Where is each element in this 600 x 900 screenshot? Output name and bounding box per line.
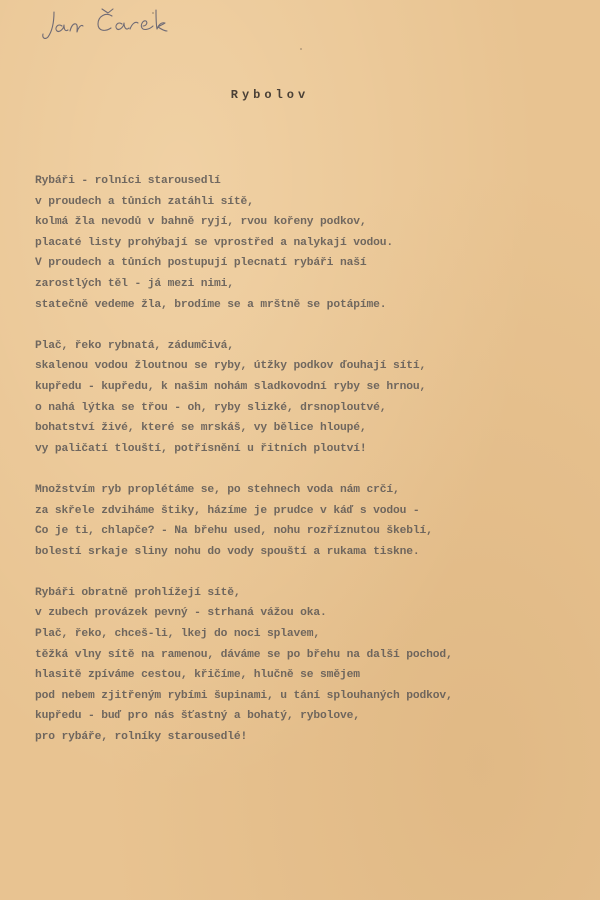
stanza-1 [35,171,590,315]
poem-line: bolestí srkaje sliny nohu do vody spouští a rukama tiskne. [35,545,420,558]
poem-line: Rybáři obratně prohlížejí sítě, [35,586,241,599]
poem-title: Rybolov [230,88,310,102]
poem-line: Plač, řeko rybnatá, zádumčivá, [35,339,234,352]
handwritten-signature [40,4,170,44]
poem-line: kolmá žla nevodů v bahně ryjí, rvou kořeny podkov, [35,216,367,229]
poem-line: statečně vedeme žla, brodíme se a mrštně se potápíme. [35,298,387,311]
stanza-2 [35,336,590,460]
poem-body [35,171,590,768]
poem-line: vy paličatí tlouští, potřísnění u řitních ploutví! [35,442,367,455]
poem-line: pod nebem zjitřeným rybími šupinami, u tání splouhaných podkov, [35,689,453,702]
poem-line: kupředu - buď pro nás šťastný a bohatý, rybolove, [35,710,360,723]
poem-line: v proudech a tůních zatáhli sítě, [35,195,254,208]
poem-line: skalenou vodou žloutnou se ryby, útžky podkov ďouhají sítí, [35,360,427,373]
paper-speck [300,48,302,50]
poem-line: placaté listy prohýbají se vprostřed a nalykají vodou. [35,236,393,249]
stanza-3 [35,480,590,562]
poem-line: kupředu - kupředu, k našim nohám sladkovodní ryby se hrnou, [35,380,427,393]
paper-speck [152,12,154,14]
poem-line: pro rybáře, rolníky starousedlé! [35,731,248,744]
poem-line: V proudech a tůních postupují plecnatí rybáři naší [35,257,367,270]
poem-line: v zubech provázek pevný - strhaná vážou oka. [35,607,327,620]
stanza-4 [35,583,590,748]
poem-line: o nahá lýtka se třou - oh, ryby slizké, drsnoploutvé, [35,401,387,414]
poem-line: Rybáři - rolníci starousedlí [35,175,221,187]
poem-line: za skřele zdviháme štiky, házíme je prudce v káď s vodou - [35,504,420,517]
poem-line: zarostlých těl - já mezi nimi, [35,277,234,290]
poem-line: bohatství živé, které se mrskáš, vy bělice hloupé, [35,422,367,435]
poem-line: těžká vlny sítě na ramenou, dáváme se po břehu na další pochod, [35,648,453,661]
signature-drawing [40,4,170,44]
poem-line: Plač, řeko, chceš-li, lkej do noci splavem, [35,628,321,641]
poem-line: Co je ti, chlapče? - Na břehu used, nohu rozříznutou škeblí, [35,525,433,538]
poem-line: hlasitě zpíváme cestou, křičíme, hlučně se smějem [35,669,360,682]
poem-line: Množstvím ryb proplétáme se, po stehnech voda nám crčí, [35,483,400,496]
